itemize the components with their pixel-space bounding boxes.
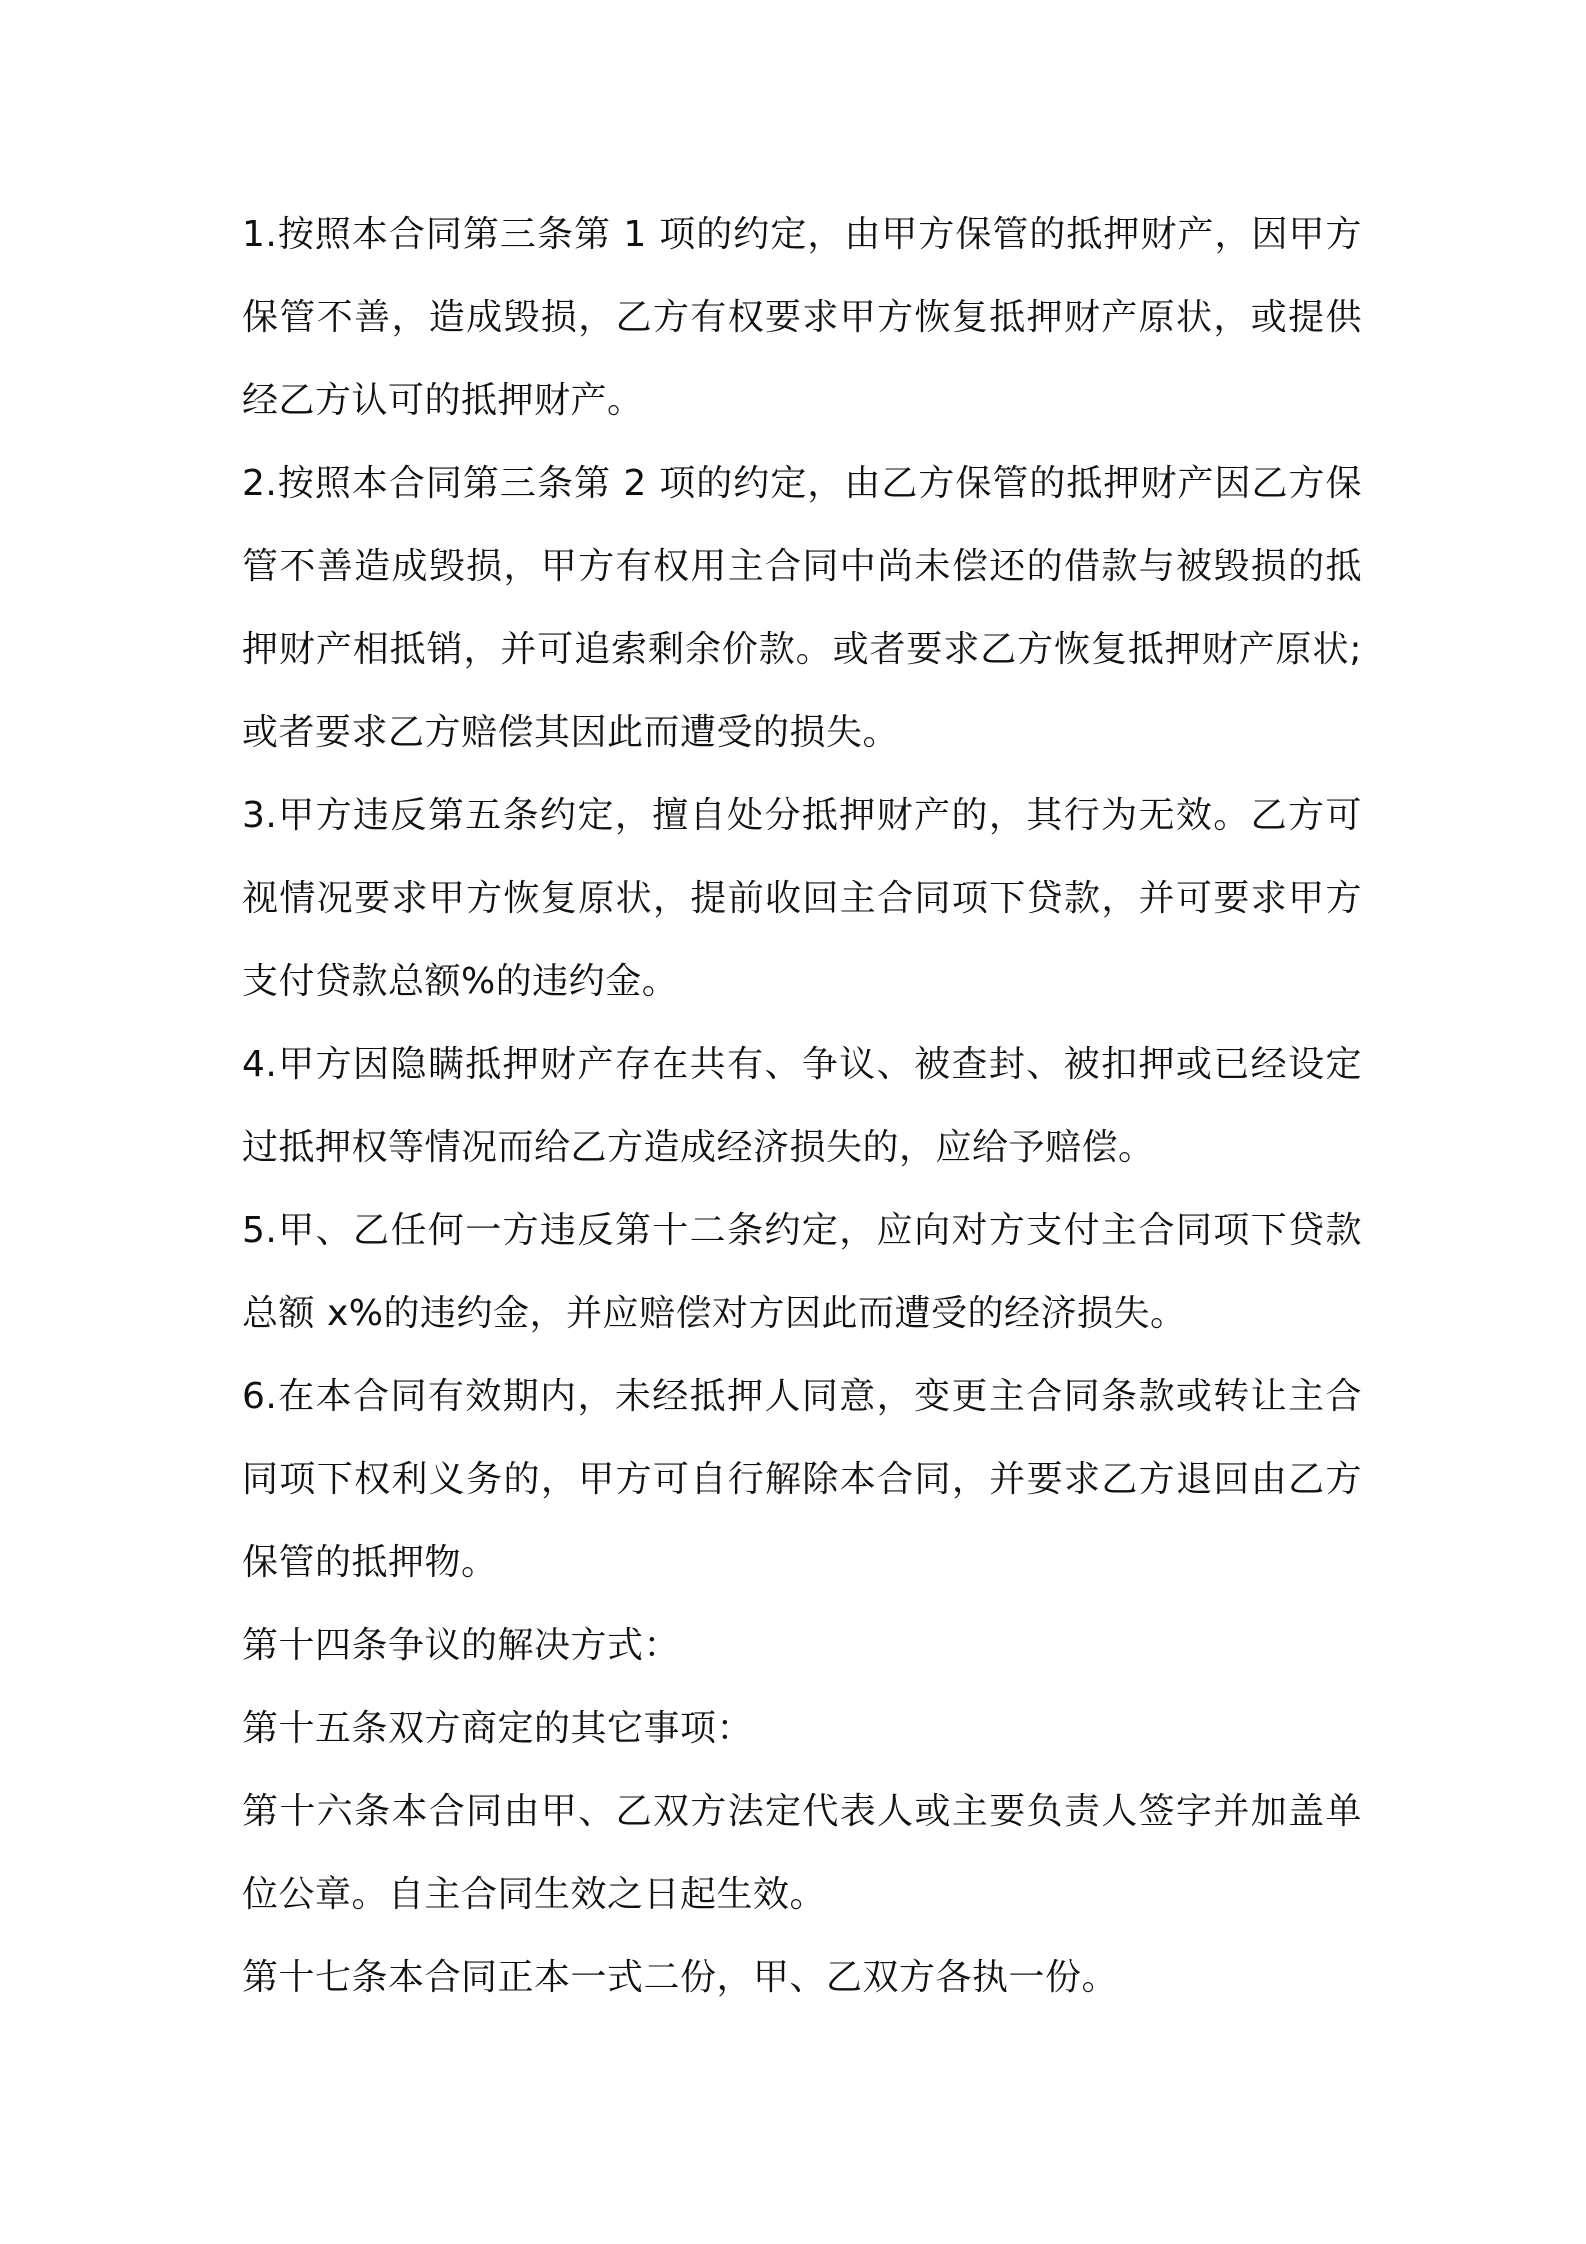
document-body [242,193,1362,2019]
clause-3: 3.甲方违反第五条约定，擅自处分抵押财产的，其行为无效。乙方可视情况要求甲方恢复原状，提前收回主合同项下贷款，并可要求甲方支付贷款总额%的违约金。 [242,795,1362,1002]
article-15-other-matters: 第十五条双方商定的其它事项： [242,1708,754,1749]
clause-5: 5.甲、乙任何一方违反第十二条约定，应向对方支付主合同项下贷款总额 x%的违约金，并应赔偿对方因此而遭受的经济损失。 [242,1210,1362,1334]
article-14-dispute-resolution: 第十四条争议的解决方式： [242,1625,681,1666]
article-16-effectiveness: 第十六条本合同由甲、乙双方法定代表人或主要负责人签字并加盖单位公章。自主合同生效之日起生效。 [242,1791,1362,1915]
clause-4: 4.甲方因隐瞒抵押财产存在共有、争议、被查封、被扣押或已经设定过抵押权等情况而给乙方造成经济损失的，应给予赔偿。 [242,1044,1362,1168]
clause-6: 6.在本合同有效期内，未经抵押人同意，变更主合同条款或转让主合同项下权利义务的，甲方可自行解除本合同，并要求乙方退回由乙方保管的抵押物。 [242,1376,1362,1583]
article-17-copies: 第十七条本合同正本一式二份，甲、乙双方各执一份。 [242,1957,1119,1998]
clause-1: 1.按照本合同第三条第 1 项的约定，由甲方保管的抵押财产，因甲方保管不善，造成毁损，乙方有权要求甲方恢复抵押财产原状，或提供经乙方认可的抵押财产。 [242,214,1362,421]
clause-2: 2.按照本合同第三条第 2 项的约定，由乙方保管的抵押财产因乙方保管不善造成毁损，甲方有权用主合同中尚未偿还的借款与被毁损的抵押财产相抵销，并可追索剩余价款。或者要求乙方恢复抵押财产原状;或者要求乙方赔偿其因此而遭受的损失。 [242,463,1362,753]
